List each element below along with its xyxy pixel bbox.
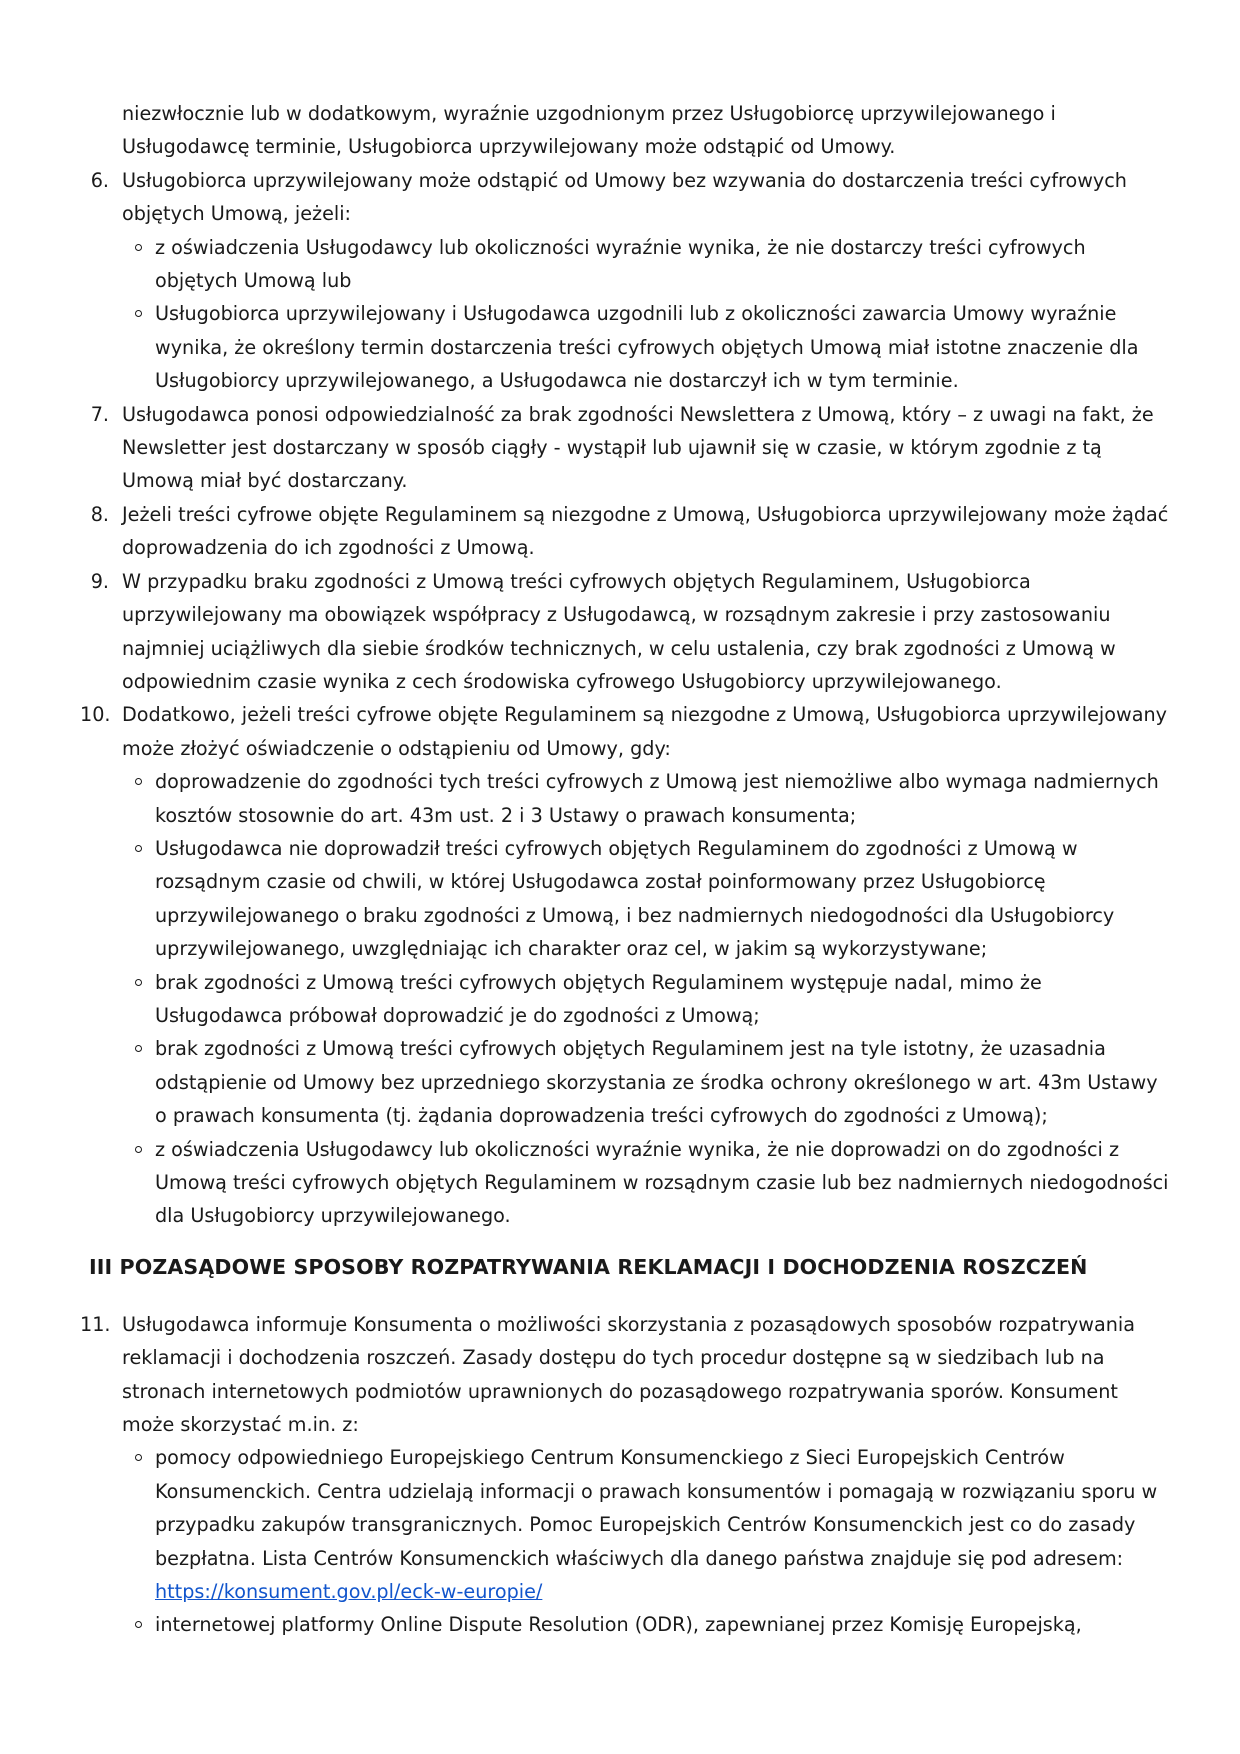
item-text: Dodatkowo, jeżeli treści cyfrowe objęte Regulaminem są niezgodne z Umową, Usługobiorca uprzywilejowany może złożyć oświadczenie o odstąpieniu od Umowy, gdy: <box>122 703 1167 760</box>
list-item-8 <box>80 498 1170 565</box>
item-number: 9. <box>90 569 109 593</box>
item-11-bullets <box>80 1441 1170 1641</box>
bullet-item: z oświadczenia Usługodawcy lub okoliczności wyraźnie wynika, że nie doprowadzi on do zgodności z Umową treści cyfrowych objętych Regulaminem w rozsądnym czasie lub bez nadmiernych niedogodności dla Usługobiorcy uprzywilejowanego. <box>80 1133 1170 1233</box>
list-item-7 <box>80 398 1170 498</box>
continuation-text: niezwłocznie lub w dodatkowym, wyraźnie uzgodnionym przez Usługobiorcę uprzywilejowanego i Usługodawcę terminie, Usługobiorca uprzywilejowany może odstąpić od Umowy. <box>122 102 1056 159</box>
bullet-item: internetowej platformy Online Dispute Resolution (ODR), zapewnianej przez Komisję Europejską, <box>80 1608 1170 1641</box>
item-text: Usługodawca ponosi odpowiedzialność za brak zgodności Newslettera z Umową, który – z uwagi na fakt, że Newsletter jest dostarczany w sposób ciągły - wystąpił lub ujawnił się w czasie, w którym zgodnie z tą Umową miał być dostarczany. <box>122 402 1154 493</box>
item-number: 11. <box>80 1312 111 1336</box>
document-body <box>80 97 1170 1642</box>
section-heading: III POZASĄDOWE SPOSOBY ROZPATRYWANIA REKLAMACJI I DOCHODZENIA ROSZCZEŃ <box>89 1254 1088 1279</box>
item-number: 8. <box>90 502 109 526</box>
item-text: Usługodawca informuje Konsumenta o możliwości skorzystania z pozasądowych sposobów rozpatrywania reklamacji i dochodzenia roszczeń. Zasady dostępu do tych procedur dostępne są w siedzibach lub na stronach internetowych podmiotów uprawnionych do pozasądowego rozpatrywania sporów. Konsument może skorzystać m.in. z: <box>122 1312 1135 1437</box>
bullet-item: brak zgodności z Umową treści cyfrowych objętych Regulaminem jest na tyle istotny, że uzasadnia odstąpienie od Umowy bez uprzedniego skorzystania ze środka ochrony określonego w art. 43m Ustawy o prawach konsumenta (tj. żądania doprowadzenia treści cyfrowych do zgodności z Umową); <box>80 1032 1170 1132</box>
list-item-11 <box>80 1308 1170 1442</box>
bullet-item <box>80 1441 1170 1608</box>
bullet-item: doprowadzenie do zgodności tych treści cyfrowych z Umową jest niemożliwe albo wymaga nadmiernych kosztów stosownie do art. 43m ust. 2 i 3 Ustawy o prawach konsumenta; <box>80 765 1170 832</box>
list-item-9 <box>80 565 1170 699</box>
item-number: 10. <box>80 703 111 727</box>
list-item-10 <box>80 698 1170 765</box>
item-text: Jeżeli treści cyfrowe objęte Regulaminem są niezgodne z Umową, Usługobiorca uprzywilejowany może żądać doprowadzenia do ich zgodności z Umową. <box>122 502 1169 560</box>
continuation-paragraph <box>80 97 1170 164</box>
bullet-item: z oświadczenia Usługodawcy lub okoliczności wyraźnie wynika, że nie dostarczy treści cyfrowych objętych Umową lub <box>80 231 1170 298</box>
bullet-item: Usługobiorca uprzywilejowany i Usługodawca uzgodnili lub z okoliczności zawarcia Umowy wyraźnie wynika, że określony termin dostarczenia treści cyfrowych objętych Umową miał istotne znaczenie dla Usługobiorcy uprzywilejowanego, a Usługodawca nie dostarczył ich w tym terminie. <box>80 297 1170 397</box>
item-text: Usługobiorca uprzywilejowany może odstąpić od Umowy bez wzywania do dostarczenia treści cyfrowych objętych Umową, jeżeli: <box>122 168 1127 226</box>
eck-link[interactable]: https://konsument.gov.pl/eck-w-europie/ <box>155 1580 543 1604</box>
item-number: 7. <box>90 402 109 426</box>
item-10-bullets <box>80 765 1170 1233</box>
bullet-item: Usługodawca nie doprowadził treści cyfrowych objętych Regulaminem do zgodności z Umową w rozsądnym czasie od chwili, w której Usługodawca został poinformowany przez Usługobiorcę uprzywilejowanego o braku zgodności z Umową, i bez nadmiernych niedogodności dla Usługobiorcy uprzywilejowanego, uwzględniając ich charakter oraz cel, w jakim są wykorzystywane; <box>80 832 1170 966</box>
item-text: W przypadku braku zgodności z Umową treści cyfrowych objętych Regulaminem, Usługobiorca uprzywilejowany ma obowiązek współpracy z Usługodawcą, w rozsądnym zakresie i przy zastosowaniu najmniej uciążliwych dla siebie środków technicznych, w celu ustalenia, czy brak zgodności z Umową w odpowiednim czasie wynika z cech środowiska cyfrowego Usługobiorcy uprzywilejowanego. <box>122 569 1116 693</box>
bullet-text: pomocy odpowiedniego Europejskiego Centrum Konsumenckiego z Sieci Europejskich Centrów Konsumenckich. Centra udzielają informacji o prawach konsumentów i pomagają w rozwiązaniu sporu w przypadku zakupów transgranicznych. Pomoc Europejskich Centrów Konsumenckich jest co do zasady bezpłatna. Lista Centrów Konsumenckich właściwych dla danego państwa znajduje się pod adresem: <box>155 1446 1158 1570</box>
list-item-6 <box>80 164 1170 231</box>
item-6-bullets <box>80 231 1170 398</box>
item-number: 6. <box>90 168 109 192</box>
bullet-item: brak zgodności z Umową treści cyfrowych objętych Regulaminem występuje nadal, mimo że Usługodawca próbował doprowadzić je do zgodności z Umową; <box>80 966 1170 1033</box>
